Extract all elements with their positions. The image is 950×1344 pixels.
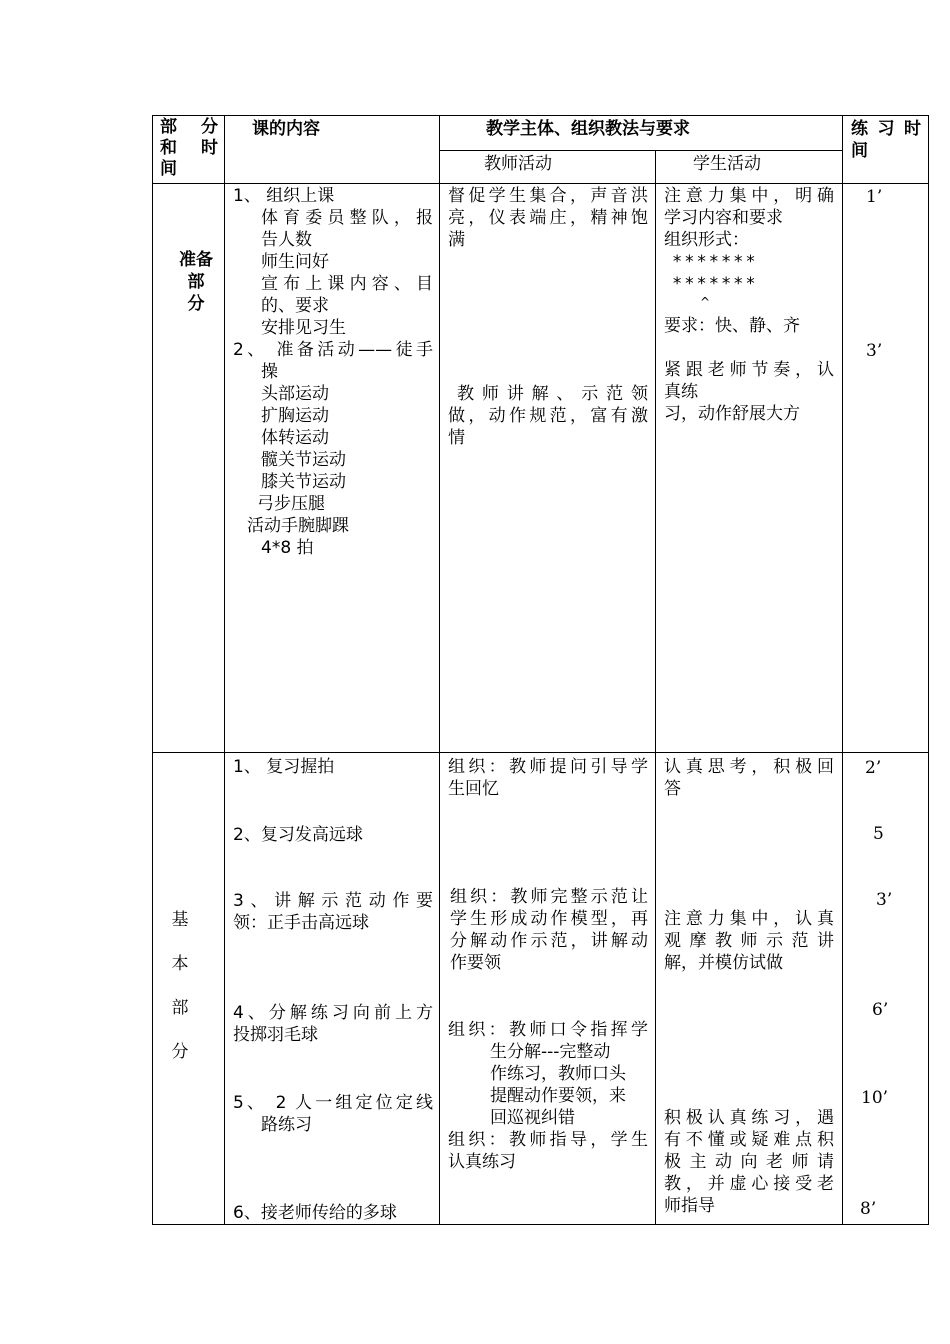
basic-teacher-line: 组织：教师口令指挥学 — [448, 1020, 648, 1040]
header-bottom-border — [152, 183, 929, 184]
basic-content-item-6: 6、接老师传给的多球 — [233, 1203, 397, 1223]
prep-content-line: 髋关节运动 — [261, 450, 346, 470]
basic-time-3: 3’ — [876, 890, 893, 910]
prep-content-line: 2、 准备活动——徒手 — [233, 340, 433, 360]
basic-student-line: 极主动向老师请 — [664, 1152, 834, 1172]
header-part-line: 部 分 — [160, 117, 218, 137]
basic-part-line: 分 — [171, 1042, 189, 1062]
basic-student-activity-3 — [664, 1107, 834, 1217]
table-border-bottom — [152, 1224, 929, 1225]
header-student-activity: 学生活动 — [693, 154, 761, 174]
prep-teacher-line: 亮，仪表端庄，精神饱 — [448, 208, 648, 228]
basic-teacher-line: 认真练习 — [448, 1152, 516, 1172]
header-part-line: 和 时 — [160, 138, 218, 158]
header-teaching-method: 教学主体、组织教法与要求 — [486, 119, 690, 139]
prep-content-line: 师生问好 — [261, 252, 329, 272]
prep-content-line: 头部运动 — [261, 384, 329, 404]
prep-content-line: 的、要求 — [261, 296, 329, 316]
prep-student-line: 紧跟老师节奏，认 — [664, 360, 834, 380]
header-part-line: 间 — [160, 159, 177, 179]
basic-teacher-activity-1 — [448, 756, 648, 800]
prep-content-line: 体育委员整队，报 — [261, 208, 433, 228]
prep-student-activity-2 — [664, 359, 834, 425]
prep-content-line: 弓步压腿 — [257, 494, 325, 514]
basic-student-line: 解，并模仿试做 — [664, 953, 783, 973]
prep-student-activity-1 — [664, 185, 834, 337]
basic-teacher-line: 组织：教师指导，学生 — [448, 1130, 648, 1150]
basic-time-5: 10’ — [861, 1088, 889, 1108]
header-lesson-content: 课的内容 — [252, 119, 320, 139]
basic-student-line: 注意力集中，认真 — [664, 909, 834, 929]
basic-teacher-line: 生回忆 — [448, 779, 499, 799]
prep-teacher-line: 情 — [448, 428, 465, 448]
prep-teacher-line: 教师讲解、示范领 — [457, 384, 648, 404]
header-part-time — [160, 117, 218, 180]
basic-content-line: 5、 2 人一组定位定线 — [233, 1093, 433, 1113]
col-divider-content — [224, 115, 225, 1225]
header-time-line: 间 — [851, 141, 868, 161]
col-divider-teacher — [439, 115, 440, 1225]
basic-student-line: 认真思考，积极回 — [664, 757, 834, 777]
basic-teacher-line: 回巡视纠错 — [490, 1108, 575, 1128]
basic-student-line: 观摩教师示范讲 — [664, 931, 834, 951]
prep-content-line: 告人数 — [261, 230, 312, 250]
basic-teacher-activity-3 — [448, 1019, 648, 1173]
basic-part-label — [168, 909, 192, 1085]
basic-teacher-line: 提醒动作要领，来 — [490, 1086, 626, 1106]
prep-student-line: 组织形式： — [664, 230, 749, 250]
prep-teacher-line: 满 — [448, 230, 465, 250]
prep-student-line: 真练 — [664, 382, 698, 402]
basic-teacher-activity-2 — [450, 886, 648, 974]
prep-teacher-line: 督促学生集合，声音洪 — [448, 186, 648, 206]
prep-student-line: 学习内容和要求 — [664, 208, 783, 228]
basic-student-activity-1 — [664, 756, 834, 800]
prep-content-line: 操 — [261, 362, 278, 382]
prep-part-line: 分 — [187, 294, 205, 314]
prep-part-line: 准备 — [179, 250, 213, 270]
basic-content-line: 投掷羽毛球 — [233, 1025, 318, 1045]
basic-teacher-line: 作要领 — [450, 953, 501, 973]
col-divider-time — [842, 115, 843, 1225]
table-border-left — [152, 115, 153, 1225]
prep-teacher-line: 做，动作规范，富有激 — [448, 406, 648, 426]
subheader-divider — [439, 150, 843, 151]
prep-time-1: 1’ — [866, 187, 883, 207]
basic-teacher-line: 组织：教师提问引导学 — [448, 757, 648, 777]
prep-content-line: 活动手腕脚踝 — [247, 516, 349, 536]
prep-student-line: 注意力集中，明确 — [664, 186, 834, 206]
prep-student-line: 习，动作舒展大方 — [664, 404, 800, 424]
prep-content — [233, 185, 433, 559]
basic-part-line: 基 — [171, 910, 189, 930]
basic-content-item-1: 1、 复习握拍 — [233, 757, 335, 777]
basic-student-activity-2 — [664, 908, 834, 974]
section-divider — [152, 752, 929, 753]
prep-content-line: 扩胸运动 — [261, 406, 329, 426]
header-time-line: 练 习 时 — [851, 119, 921, 139]
basic-time-1: 2’ — [865, 758, 882, 778]
basic-content-item-5 — [233, 1092, 433, 1136]
basic-teacher-line: 作练习，教师口头 — [490, 1064, 626, 1084]
prep-content-line: 体转运动 — [261, 428, 329, 448]
prep-student-line: 要求：快、静、齐 — [664, 316, 800, 336]
basic-student-line: 教，并虚心接受老 — [664, 1174, 834, 1194]
basic-part-line: 本 — [171, 954, 189, 974]
prep-teacher-activity-1 — [448, 185, 648, 251]
prep-part-line: 部 — [187, 272, 205, 292]
basic-time-4: 6’ — [872, 1000, 889, 1020]
col-divider-student — [655, 150, 656, 1225]
prep-part-label — [172, 249, 220, 315]
header-practice-time — [851, 118, 921, 162]
table-border-right — [928, 115, 929, 1225]
basic-content-line: 3、讲解示范动作要 — [233, 891, 433, 911]
formation-row: ******* — [672, 274, 758, 294]
prep-content-line: 安排见习生 — [261, 318, 346, 338]
basic-teacher-line: 生分解---完整动 — [490, 1042, 611, 1062]
basic-student-line: 积极认真练习，遇 — [664, 1108, 834, 1128]
basic-teacher-line: 组织：教师完整示范让 — [450, 887, 648, 907]
prep-content-line: 4*8 拍 — [261, 538, 314, 558]
basic-content-line: 4、分解练习向前上方 — [233, 1003, 433, 1023]
basic-part-line: 部 — [171, 998, 189, 1018]
prep-time-2: 3’ — [866, 341, 883, 361]
table-border-top — [152, 115, 929, 116]
basic-content-item-4 — [233, 1002, 433, 1046]
formation-row: ******* — [672, 252, 758, 272]
basic-time-6: 8’ — [860, 1199, 877, 1219]
header-teacher-activity: 教师活动 — [484, 154, 552, 174]
prep-content-line: 1、 组织上课 — [233, 186, 335, 206]
basic-teacher-line: 学生形成动作模型，再 — [450, 909, 648, 929]
basic-student-line: 有不懂或疑难点积 — [664, 1130, 834, 1150]
prep-teacher-activity-2 — [448, 383, 648, 449]
prep-content-line: 膝关节运动 — [261, 472, 346, 492]
basic-student-line: 师指导 — [664, 1196, 715, 1216]
basic-time-2: 5 — [873, 824, 884, 844]
basic-content-line: 领：正手击高远球 — [233, 913, 369, 933]
prep-content-line: 宣布上课内容、目 — [261, 274, 433, 294]
teacher-position-mark: ^ — [700, 295, 711, 309]
basic-content-line: 路练习 — [261, 1115, 312, 1135]
basic-content-item-2: 2、复习发高远球 — [233, 825, 363, 845]
basic-student-line: 答 — [664, 779, 681, 799]
basic-content-item-3 — [233, 890, 433, 934]
basic-teacher-line: 分解动作示范，讲解动 — [450, 931, 648, 951]
